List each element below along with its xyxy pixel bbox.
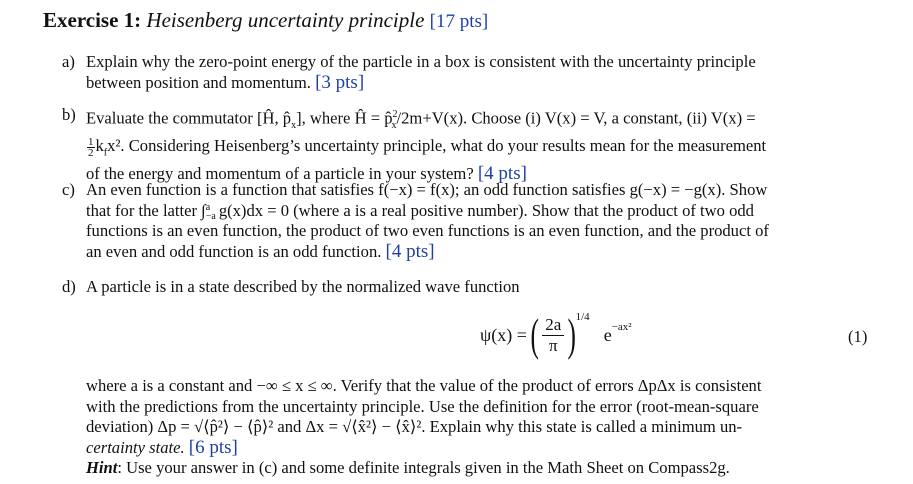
part-d-continued: [62, 376, 874, 479]
equation-e: e: [603, 324, 612, 345]
hint-label: Hint: [86, 458, 118, 477]
hint-text: : Use your answer in (c) and some definite integrals given in the Math Sheet on Compass2g.: [117, 458, 730, 477]
part-a-points: [3 pts]: [315, 71, 365, 93]
equation-fraction: [542, 315, 564, 356]
equation-lhs: ψ(x) =: [480, 324, 527, 345]
part-c-line3: functions is an even function, the product of two even functions is an even function, and the product of: [86, 221, 769, 240]
left-paren: (: [530, 309, 539, 360]
part-d: [62, 277, 874, 298]
part-a: [62, 52, 874, 93]
part-c-line2: that for the latter ∫ a −a g(x)dx = 0 (where a is a real positive number). Show that the product of two odd: [86, 200, 754, 222]
part-a-label: a): [62, 52, 75, 71]
equation-e-exponent: −ax²: [611, 321, 632, 333]
part-d-line3: with the predictions from the uncertainty principle. Use the definition for the error (root-mean-square: [86, 396, 759, 416]
equation-denominator: π: [548, 335, 558, 355]
hint-line: [86, 458, 874, 479]
part-d-label: d): [62, 277, 76, 296]
part-b-label: b): [62, 105, 76, 124]
exercise-points: [17 pts]: [429, 11, 489, 32]
part-b: [62, 105, 874, 185]
part-d-line2: where a is a constant and −∞ ≤ x ≤ ∞. Verify that the value of the product of errors ΔpΔx is consistent: [86, 376, 762, 395]
right-paren: ): [567, 309, 577, 360]
part-b-line1: Evaluate the commutator [Ĥ, $p̂_x$], where Ĥ = p̂$^2_x$/2m+V(x). Choose (i) V(x) = V, a constant, (ii) V(x) =: [86, 108, 756, 131]
one-half-fraction: $\frac{1}{2}$: [88, 136, 94, 160]
equation-exponent: 1/4: [575, 311, 590, 323]
part-d-line4: deviation) Δp = √⟨p̂²⟩ − ⟨p̂⟩² and Δx = √⟨x̂²⟩ − ⟨x̂⟩². Explain why this state is called a minimum un-: [86, 417, 743, 436]
part-a-line2: between position and momentum.: [86, 72, 311, 92]
part-a-line1: Explain why the zero-point energy of the particle in a box is consistent with the uncertainty principle: [86, 52, 756, 71]
part-b-points: [4 pts]: [477, 163, 527, 185]
exercise-label: Exercise 1:: [43, 8, 142, 32]
part-b-line2: $\frac{1}{2}$ $k_fx^2$. Considering Heisenberg’s uncertainty principle, what do your results mean for the measurement: [88, 136, 767, 160]
exercise-title: Heisenberg uncertainty principle: [146, 8, 425, 32]
equation-numerator: 2a: [542, 315, 564, 336]
part-c-points: [4 pts]: [385, 240, 435, 262]
part-b-line3: of the energy and momentum of a particle in your system?: [86, 164, 474, 184]
part-c-line4: an even and odd function is an odd function.: [86, 241, 382, 261]
part-d-points: [6 pts]: [188, 436, 238, 458]
part-c: [62, 180, 874, 262]
wave-function-equation: [480, 309, 632, 360]
exercise-heading: [43, 8, 488, 33]
equation-number: (1): [848, 327, 868, 346]
part-d-line5: certainty state.: [86, 437, 185, 457]
part-c-label: c): [62, 180, 75, 199]
part-d-line1: A particle is in a state described by the normalized wave function: [86, 277, 520, 296]
part-c-line1: An even function is a function that satisfies f(−x) = f(x); an odd function satisfies g(−x) = −g(x). Show: [86, 180, 768, 199]
